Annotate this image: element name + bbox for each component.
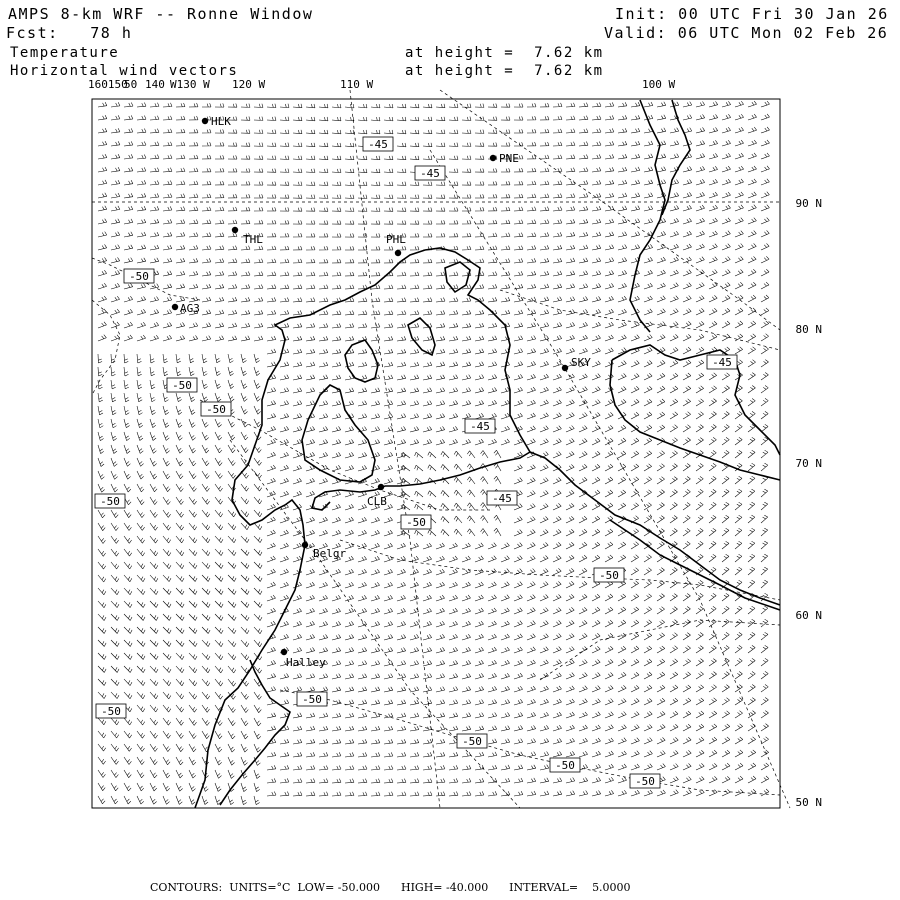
lon-label-130w: W130 W <box>170 78 210 91</box>
field-temperature: Temperature <box>10 45 120 61</box>
coastline-east <box>530 452 780 605</box>
coastline-north-strip <box>630 100 665 332</box>
stn-halley-marker <box>281 649 287 655</box>
stn-phl-label: PHL <box>386 233 406 246</box>
height-label-2: at height = 7.62 km <box>405 63 604 79</box>
contour-left <box>92 300 120 395</box>
contour-label: -50 <box>555 759 575 772</box>
coastline-island-3 <box>408 318 435 355</box>
stn-ag3-label: AG3 <box>180 302 200 315</box>
stn-halley-label: Halley <box>286 656 326 669</box>
stn-sky-marker <box>562 365 568 371</box>
contour-label: -45 <box>368 138 388 151</box>
stn-hlk-marker <box>202 118 208 124</box>
stn-belgr-marker <box>302 542 308 548</box>
contour-label: -45 <box>712 356 732 369</box>
contour-label: -50 <box>462 735 482 748</box>
contour-label: -50 <box>599 569 619 582</box>
lon-label-110w: 110 W <box>340 78 374 91</box>
stn-thl-marker <box>232 227 238 233</box>
meridian-1 <box>350 90 440 808</box>
stn-clb-marker <box>378 484 384 490</box>
contour-label: -50 <box>302 693 322 706</box>
map-title: AMPS 8-km WRF -- Ronne Window <box>8 5 314 23</box>
contour-label: -50 <box>635 775 655 788</box>
contour-label: -50 <box>406 516 426 529</box>
lat-label-60n: 60 N <box>795 609 822 622</box>
contour-label: -45 <box>420 167 440 180</box>
stn-sky-label: SKY <box>571 356 591 369</box>
contour-label: -50 <box>206 403 226 416</box>
field-wind-vectors: Horizontal wind vectors <box>10 63 239 79</box>
stn-pne-label: PNE <box>499 152 519 165</box>
stn-thl-label: THL <box>243 233 263 246</box>
wind-barb-field <box>98 101 770 805</box>
lon-label-120w: 120 W <box>232 78 266 91</box>
contour-label: -50 <box>172 379 192 392</box>
height-label-1: at height = 7.62 km <box>405 45 604 61</box>
lat-label-70n: 70 N <box>795 457 822 470</box>
coastline-island-1 <box>302 385 375 482</box>
stn-clb-label: CLB <box>367 495 387 508</box>
coastlines-layer <box>195 100 780 808</box>
contour-ring <box>540 620 780 680</box>
lon-label-100w: 100 W <box>642 78 676 91</box>
lon-label-160150: 160150 <box>88 78 128 91</box>
stn-phl-marker <box>395 250 401 256</box>
lon-label-50: 50 <box>124 78 138 91</box>
forecast-hour: Fcst: 78 h <box>6 24 133 42</box>
contour-label: -50 <box>129 270 149 283</box>
lat-label-80n: 80 N <box>795 323 822 336</box>
coastline-island-2 <box>345 340 378 382</box>
wind-barbs-layer <box>98 101 770 805</box>
contour-label: -50 <box>100 495 120 508</box>
contour-label: -45 <box>470 420 490 433</box>
stn-ag3-marker <box>172 304 178 310</box>
stn-pne-marker <box>490 155 496 161</box>
lat-label-90n: 90 N <box>795 197 822 210</box>
stn-hlk-label: HLK <box>211 115 231 128</box>
valid-time: Valid: 06 UTC Mon 02 Feb 26 <box>604 24 889 42</box>
stn-belgr-label: Belgr <box>313 547 347 560</box>
contour-50-bottom <box>280 690 780 795</box>
contour-label: -45 <box>492 492 512 505</box>
contour-legend: CONTOURS: UNITS=°C LOW= -50.000 HIGH= -40.000 INTERVAL= 5.0000 <box>150 881 631 894</box>
contour-label: -50 <box>101 705 121 718</box>
init-time: Init: 00 UTC Fri 30 Jan 26 <box>615 5 889 23</box>
lon-label-140: 140 <box>145 78 165 91</box>
lat-label-50n: 50 N <box>795 796 822 809</box>
